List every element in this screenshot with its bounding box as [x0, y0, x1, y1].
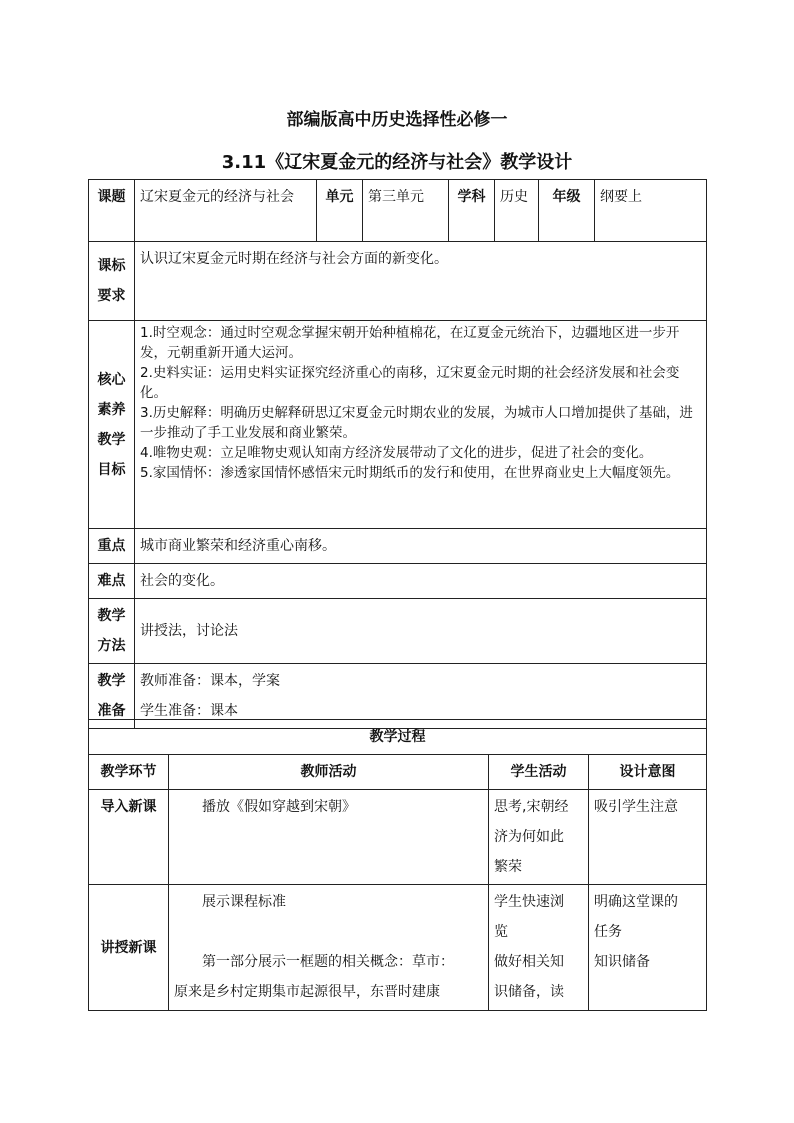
standard-label-line: 要求	[97, 288, 126, 304]
design-intent-line: 明确这堂课的	[594, 894, 678, 910]
design-intent-cell	[589, 885, 707, 1011]
core-objectives	[135, 321, 707, 529]
preparation-label-line: 准备	[97, 703, 126, 719]
difficulty-value: 社会的变化。	[135, 564, 707, 599]
teacher-activity-line: 原来是乡村定期集市起源很早，东晋时建康	[174, 984, 440, 1000]
subject-label: 学科	[449, 180, 495, 242]
teacher-activity-line: 第一部分展示一框题的相关概念：草市：	[202, 954, 454, 970]
student-preparation: 学生准备：课本	[140, 703, 238, 719]
student-activity-line: 览	[494, 924, 508, 940]
core-label-line: 教学	[97, 431, 126, 448]
difficulty-row	[89, 564, 707, 599]
core-label-line: 核心	[97, 371, 126, 388]
lesson-info-table	[88, 179, 707, 729]
col-teacher-activity: 教师活动	[169, 755, 489, 790]
teacher-preparation: 教师准备：课本，学案	[140, 673, 280, 689]
teacher-activity-line: 展示课程标准	[202, 894, 286, 910]
standard-value: 认识辽宋夏金元时期在经济与社会方面的新变化。	[135, 242, 707, 321]
unit-value: 第三单元	[363, 180, 449, 242]
student-activity-line: 济为何如此	[494, 829, 564, 845]
core-label-line: 素养	[97, 401, 126, 418]
method-label-line: 教学	[97, 608, 126, 624]
teacher-activity-cell: 播放《假如穿越到宋朝》	[169, 790, 489, 885]
core-objective-item: 3.历史解释：明确历史解释研思辽宋夏金元时期农业的发展，为城市人口增加提供了基础，进一步推动了手工业发展和商业繁荣。	[140, 405, 693, 441]
subject-value: 历史	[495, 180, 539, 242]
stage-cell: 导入新课	[89, 790, 169, 885]
standard-label	[89, 242, 135, 321]
topic-label: 课题	[89, 180, 135, 242]
document-subtitle: 3.11《辽宋夏金元的经济与社会》教学设计	[221, 152, 573, 173]
unit-label: 单元	[317, 180, 363, 242]
teacher-activity-cell	[169, 885, 489, 1011]
student-activity-line: 识储备，读	[494, 984, 564, 1000]
design-intent-cell: 吸引学生注意	[589, 790, 707, 885]
document-title: 部编版高中历史选择性必修一	[286, 110, 508, 130]
teacher-activity-spacer	[174, 917, 483, 947]
key-point-value: 城市商业繁荣和经济重心南移。	[135, 529, 707, 564]
method-value: 讲授法，讨论法	[135, 599, 707, 664]
student-activity-cell	[489, 790, 589, 885]
core-objective-item: 1.时空观念：通过时空观念掌握宋朝开始种植棉花，在辽夏金元统治下，边疆地区进一步开发，元朝重新开通大运河。	[140, 325, 680, 361]
core-objective-item: 2.史料实证：运用史料实证探究经济重心的南移，辽宋夏金元时期的社会经济发展和社会变化。	[140, 365, 680, 401]
col-stage: 教学环节	[89, 755, 169, 790]
grade-value: 纲要上	[595, 180, 707, 242]
core-objective-item: 5.家国情怀：渗透家国情怀感悟宋元时期纸币的发行和使用，在世界商业史上大幅度领先。	[140, 465, 680, 481]
key-point-row	[89, 529, 707, 564]
method-label-line: 方法	[97, 638, 126, 654]
process-header-row	[89, 720, 707, 755]
method-label	[89, 599, 135, 664]
topic-row	[89, 180, 707, 242]
stage-cell: 讲授新课	[89, 885, 169, 1011]
difficulty-label: 难点	[89, 564, 135, 599]
preparation-label-line: 教学	[97, 673, 126, 689]
standard-label-line: 课标	[97, 258, 126, 274]
design-intent-line: 知识储备	[594, 954, 650, 970]
student-activity-line: 做好相关知	[494, 954, 564, 970]
topic-value: 辽宋夏金元的经济与社会	[135, 180, 317, 242]
process-header: 教学过程	[89, 720, 707, 755]
col-design-intent: 设计意图	[589, 755, 707, 790]
standard-row	[89, 242, 707, 321]
design-intent-line: 任务	[594, 924, 622, 940]
table-row	[89, 790, 707, 885]
table-row	[89, 885, 707, 1011]
student-activity-line: 繁荣	[494, 859, 522, 875]
method-row	[89, 599, 707, 664]
process-columns-row	[89, 755, 707, 790]
col-student-activity: 学生活动	[489, 755, 589, 790]
grade-label: 年级	[539, 180, 595, 242]
student-activity-cell	[489, 885, 589, 1011]
core-row	[89, 321, 707, 529]
core-label-line: 目标	[97, 461, 126, 478]
core-objective-item: 4.唯物史观：立足唯物史观认知南方经济发展带动了文化的进步，促进了社会的变化。	[140, 445, 653, 461]
student-activity-line: 学生快速浏	[494, 894, 564, 910]
core-label	[89, 321, 135, 529]
key-point-label: 重点	[89, 529, 135, 564]
student-activity-line: 思考,宋朝经	[494, 799, 569, 815]
teaching-process-table	[88, 719, 707, 1011]
